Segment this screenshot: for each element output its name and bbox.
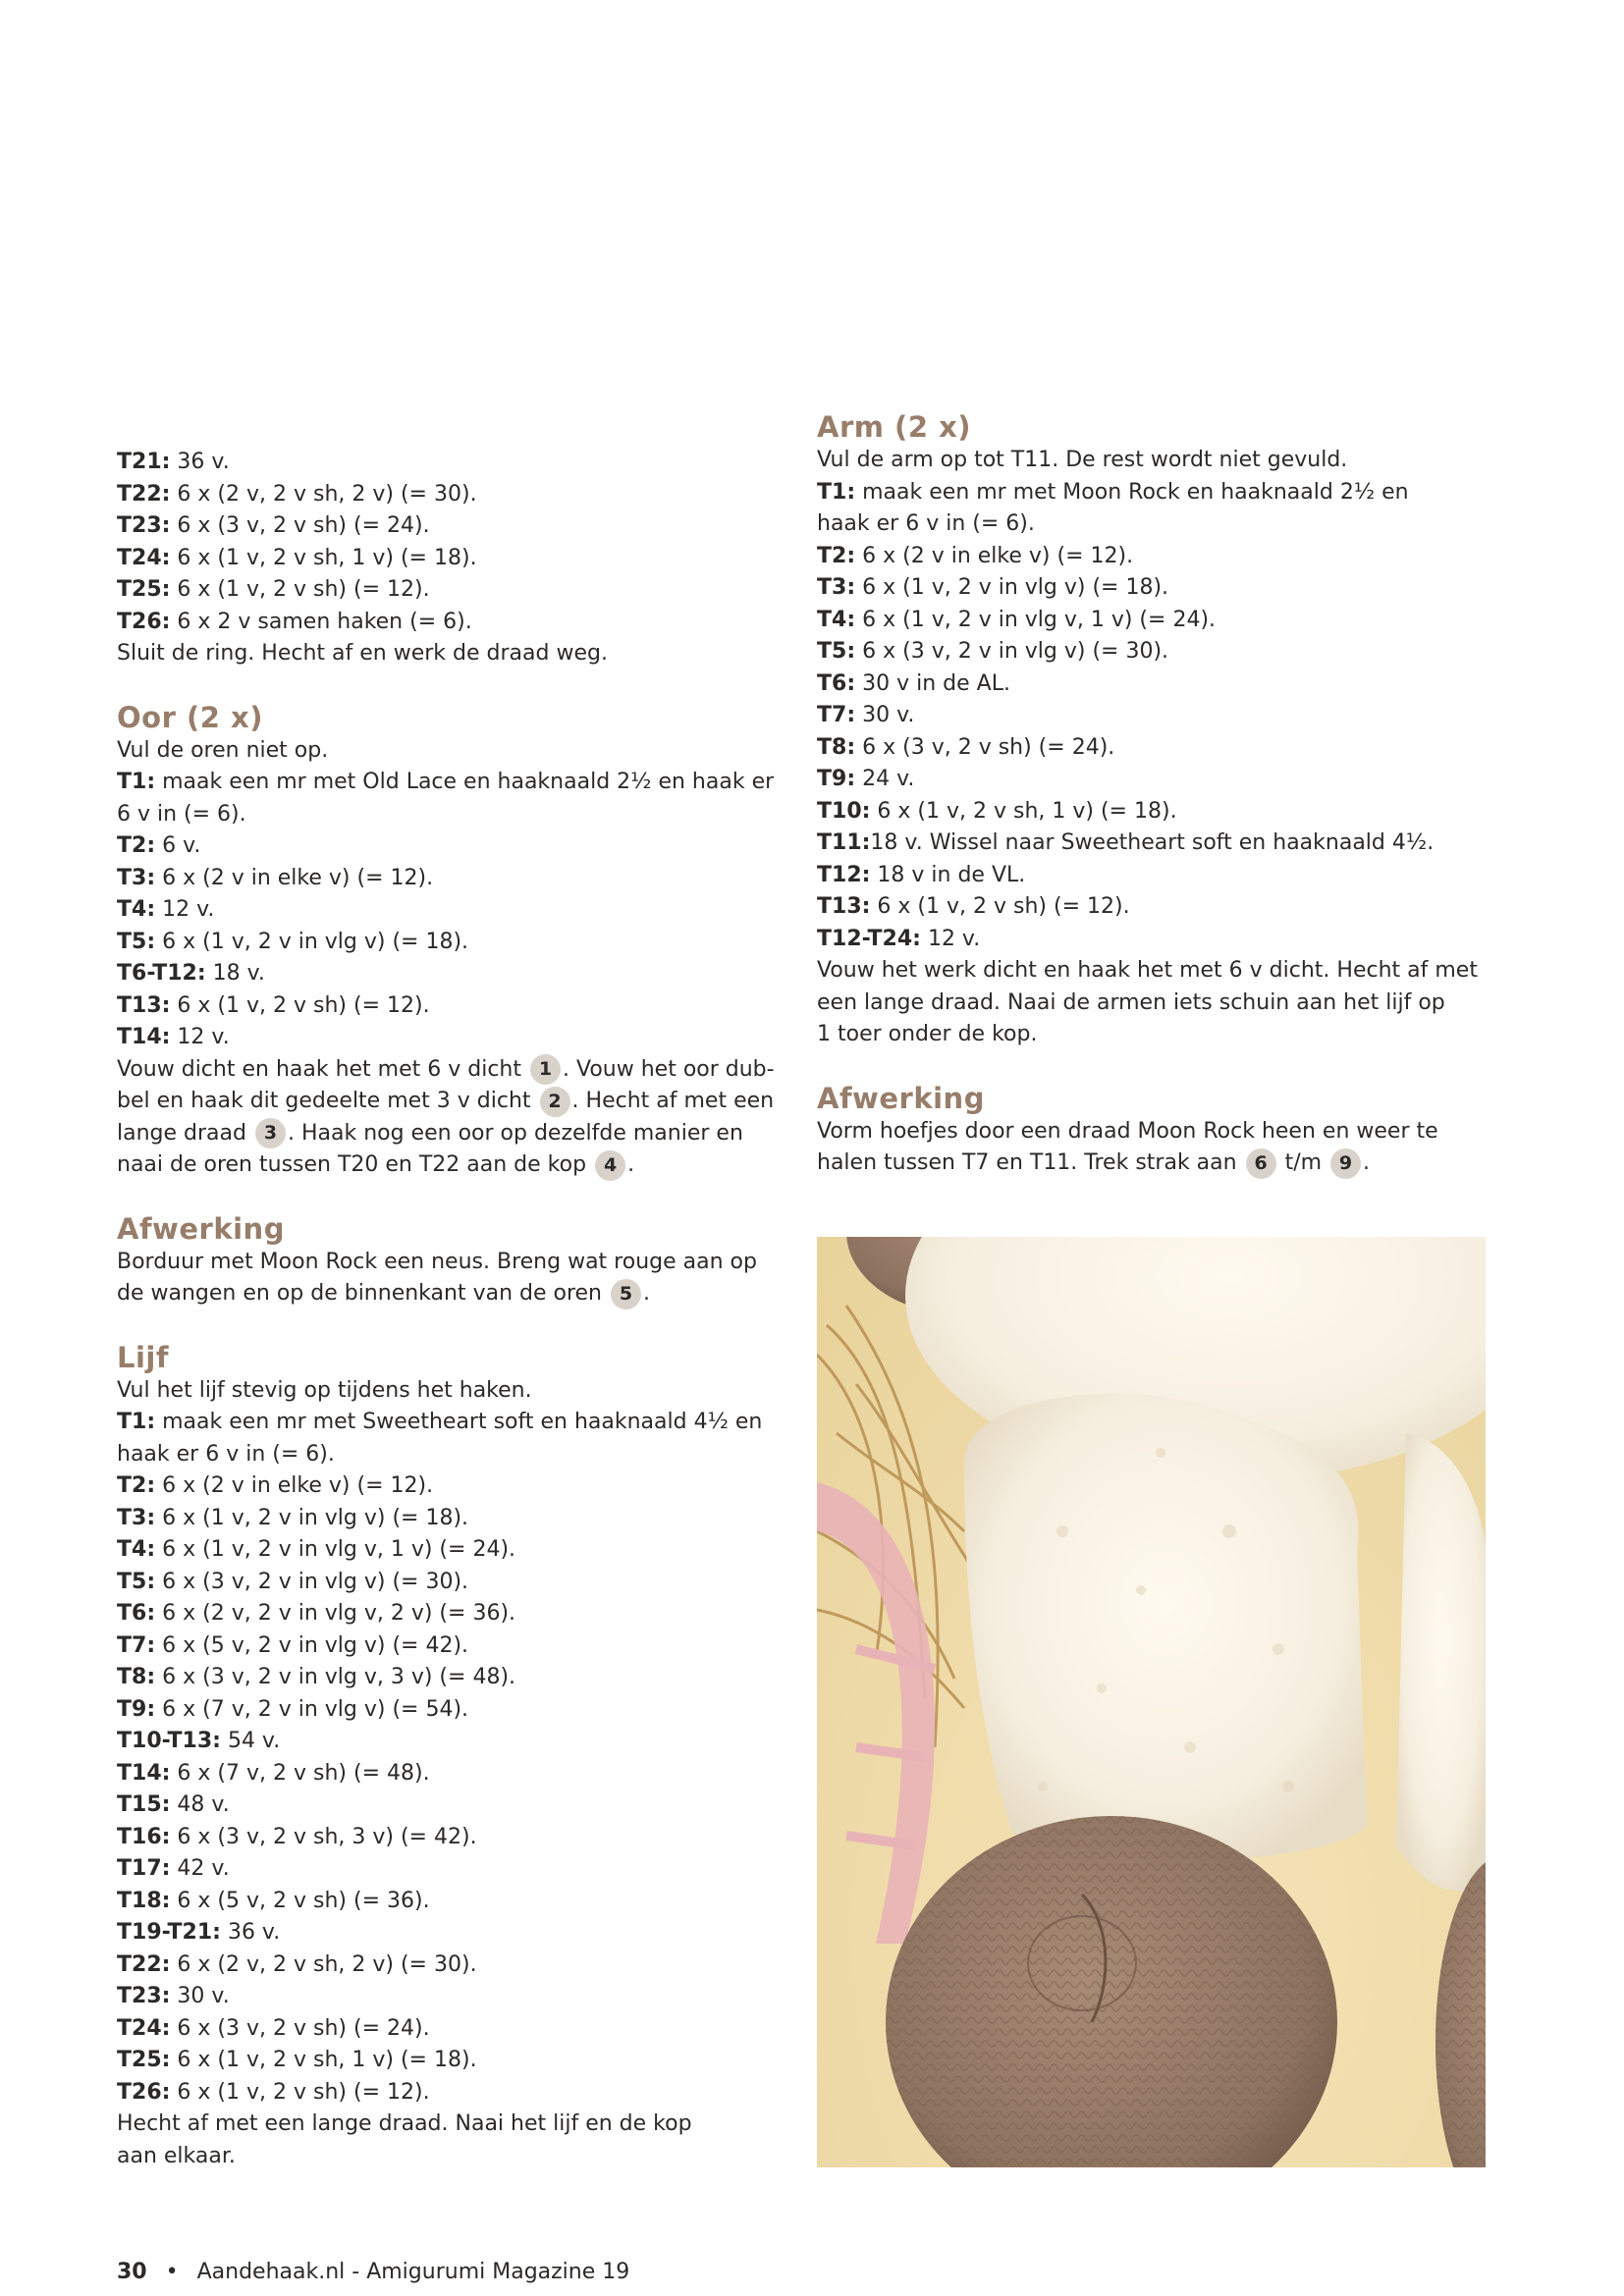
pattern-line: T23: 6 x (3 v, 2 v sh) (= 24). <box>117 513 430 538</box>
pattern-line: T6: 30 v in de AL. <box>817 670 1010 696</box>
pattern-line: T26: 6 x 2 v samen haken (= 6). <box>117 609 472 634</box>
pattern-line: T9: 24 v. <box>817 767 915 791</box>
pattern-line: T1: maak een mr met Sweetheart soft en haaknaald 4½ en <box>117 1410 763 1434</box>
afwerking-arm-lines <box>817 1116 1494 1180</box>
arm-lines <box>817 445 1494 1051</box>
section-heading-oor: Oor (2 x) <box>117 700 263 734</box>
pattern-line: T24: 6 x (1 v, 2 v sh, 1 v) (= 18). <box>117 545 477 570</box>
pattern-line: T5: 6 x (3 v, 2 v in vlg v) (= 30). <box>117 1569 469 1594</box>
pattern-line: T24: 6 x (3 v, 2 v sh) (= 24). <box>117 2015 430 2041</box>
pattern-line: T14: 6 x (7 v, 2 v sh) (= 48). <box>117 1760 430 1786</box>
pattern-line: T3: 6 x (1 v, 2 v in vlg v) (= 18). <box>117 1505 469 1530</box>
pattern-line: T22: 6 x (2 v, 2 v sh, 2 v) (= 30). <box>117 1951 477 1977</box>
pattern-line: T10-T13: 54 v. <box>117 1729 281 1753</box>
pattern-line: Vouw dicht en haak het met 6 v dicht 1 . Vouw het oor dub- <box>117 1054 785 1087</box>
pattern-line: T10: 6 x (1 v, 2 v sh, 1 v) (= 18). <box>817 798 1177 824</box>
pattern-line: T15: 48 v. <box>117 1792 230 1817</box>
right-column <box>817 409 1494 1180</box>
pattern-line: T1: maak een mr met Old Lace en haaknaald 2½ en haak er <box>117 770 775 794</box>
pattern-line: T19-T21: 36 v. <box>117 1920 281 1945</box>
lijf-lines <box>117 1375 785 2173</box>
pattern-line: T8: 6 x (3 v, 2 v in vlg v, 3 v) (= 48). <box>117 1665 516 1689</box>
section-heading-afwerking-arm: Afwerking <box>817 1081 985 1115</box>
pattern-line: naai de oren tussen T20 en T22 aan de kop 4 . <box>117 1149 785 1182</box>
page-number: 30 <box>117 2260 147 2284</box>
pattern-line: lange draad 3 . Haak nog een oor op dezelfde manier en <box>117 1118 785 1150</box>
pattern-line: T25: 6 x (1 v, 2 v sh, 1 v) (= 18). <box>117 2048 477 2072</box>
pattern-line: T3: 6 x (2 v in elke v) (= 12). <box>117 865 434 890</box>
pattern-line: een lange draad. Naai de armen iets schuin aan het lijf op <box>817 989 1445 1015</box>
step-badge: 6 <box>1246 1148 1276 1179</box>
step-badge: 9 <box>1330 1148 1361 1179</box>
pattern-line: T5: 6 x (3 v, 2 v in vlg v) (= 30). <box>817 639 1169 664</box>
pattern-line: Hecht af met een lange draad. Naai het lijf en de kop <box>117 2111 692 2136</box>
pattern-line: T13: 6 x (1 v, 2 v sh) (= 12). <box>117 992 430 1018</box>
pattern-line: T3: 6 x (1 v, 2 v in vlg v) (= 18). <box>817 575 1169 600</box>
pattern-line: T12: 18 v in de VL. <box>817 862 1026 887</box>
pattern-line: T23: 30 v. <box>117 1984 230 2008</box>
left-column <box>117 447 785 2172</box>
pattern-line: T2: 6 x (2 v in elke v) (= 12). <box>117 1473 434 1498</box>
pattern-line: de wangen en op de binnenkant van de oren 5 . <box>117 1278 785 1310</box>
pattern-line: T13: 6 x (1 v, 2 v sh) (= 12). <box>817 894 1130 919</box>
pattern-line: T9: 6 x (7 v, 2 v in vlg v) (= 54). <box>117 1696 469 1722</box>
intro-lines <box>117 447 785 670</box>
pattern-line: T11:18 v. Wissel naar Sweetheart soft en haaknaald 4½. <box>817 830 1435 855</box>
amigurumi-leg-illustration <box>817 1237 1486 2167</box>
pattern-line: T8: 6 x (3 v, 2 v sh) (= 24). <box>817 734 1115 760</box>
pattern-line: Vul het lijf stevig op tijdens het haken. <box>117 1377 532 1403</box>
pattern-line: T17: 42 v. <box>117 1856 230 1881</box>
pattern-line: 6 v in (= 6). <box>117 801 246 827</box>
pattern-line: haak er 6 v in (= 6). <box>817 511 1035 536</box>
section-heading-lijf: Lijf <box>117 1340 169 1374</box>
pattern-line: T2: 6 v. <box>117 833 201 858</box>
pattern-line: aan elkaar. <box>117 2143 236 2168</box>
pattern-line: T18: 6 x (5 v, 2 v sh) (= 36). <box>117 1888 430 1913</box>
pattern-line: bel en haak dit gedeelte met 3 v dicht 2 . Hecht af met een <box>117 1086 785 1118</box>
step-badge: 4 <box>595 1150 625 1181</box>
footer-bullet: • <box>165 2260 179 2284</box>
afwerking-lines <box>117 1247 785 1310</box>
pattern-line: T7: 6 x (5 v, 2 v in vlg v) (= 42). <box>117 1632 469 1658</box>
step-badge: 3 <box>255 1118 286 1148</box>
pattern-line: Sluit de ring. Hecht af en werk de draad weg. <box>117 641 608 666</box>
pattern-line: T16: 6 x (3 v, 2 v sh, 3 v) (= 42). <box>117 1824 477 1849</box>
pattern-line: T6: 6 x (2 v, 2 v in vlg v, 2 v) (= 36). <box>117 1601 516 1626</box>
oor-lines <box>117 735 785 1182</box>
pattern-line: Vul de arm op tot T11. De rest wordt niet gevuld. <box>817 448 1348 472</box>
pattern-line: T7: 30 v. <box>817 703 915 727</box>
step-badge: 5 <box>611 1279 641 1309</box>
pattern-line: T21: 36 v. <box>117 450 230 474</box>
pattern-line: T22: 6 x (2 v, 2 v sh, 2 v) (= 30). <box>117 481 477 507</box>
footer-publication: Aandehaak.nl - Amigurumi Magazine 19 <box>196 2260 630 2284</box>
pattern-line: T12-T24: 12 v. <box>817 926 981 951</box>
section-heading-afwerking: Afwerking <box>117 1211 285 1246</box>
pattern-line: Vorm hoefjes door een draad Moon Rock heen en weer te <box>817 1118 1438 1144</box>
pattern-line: T4: 6 x (1 v, 2 v in vlg v, 1 v) (= 24). <box>117 1537 516 1562</box>
section-heading-arm: Arm (2 x) <box>817 410 972 444</box>
pattern-line: T1: maak een mr met Moon Rock en haaknaald 2½ en <box>817 479 1409 505</box>
pattern-line: T2: 6 x (2 v in elke v) (= 12). <box>817 543 1134 568</box>
pattern-line: T25: 6 x (1 v, 2 v sh) (= 12). <box>117 577 430 602</box>
pattern-line: T26: 6 x (1 v, 2 v sh) (= 12). <box>117 2079 430 2105</box>
step-badge: 1 <box>530 1054 561 1085</box>
pattern-line: halen tussen T7 en T11. Trek strak aan 6 t/m 9 . <box>817 1148 1494 1180</box>
pattern-line: 1 toer onder de kop. <box>817 1022 1038 1046</box>
pattern-line: Vouw het werk dicht en haak het met 6 v dicht. Hecht af met <box>817 958 1478 983</box>
pattern-line: Vul de oren niet op. <box>117 737 329 763</box>
step-badge: 2 <box>540 1087 570 1117</box>
pattern-line: T4: 6 x (1 v, 2 v in vlg v, 1 v) (= 24). <box>817 607 1217 632</box>
pattern-line: T5: 6 x (1 v, 2 v in vlg v) (= 18). <box>117 929 469 954</box>
pattern-line: T6-T12: 18 v. <box>117 961 265 986</box>
pattern-line: T14: 12 v. <box>117 1025 230 1049</box>
pattern-line: T4: 12 v. <box>117 897 215 922</box>
amigurumi-photo <box>817 1237 1486 2167</box>
page-footer <box>117 2258 629 2287</box>
pattern-line: haak er 6 v in (= 6). <box>117 1441 335 1467</box>
pattern-line: Borduur met Moon Rock een neus. Breng wat rouge aan op <box>117 1249 757 1274</box>
